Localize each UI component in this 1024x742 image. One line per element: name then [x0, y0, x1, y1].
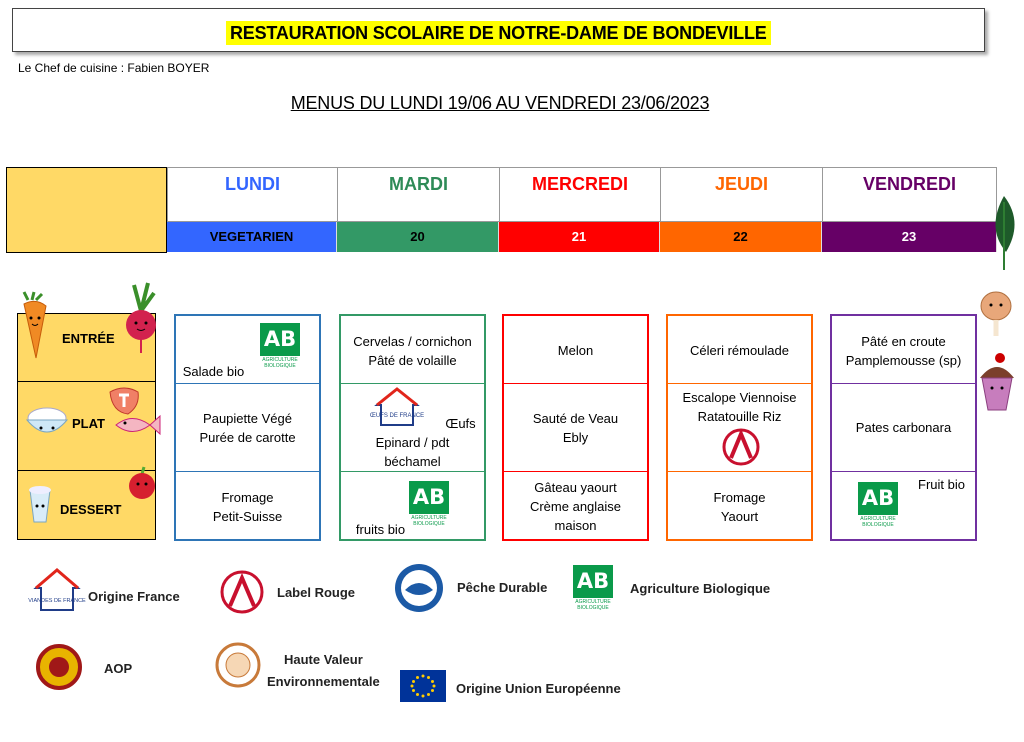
- yogurt-icon: [26, 482, 54, 524]
- ab-logo-letters: AB: [409, 481, 449, 514]
- mardi-dessert-text: fruits bio: [355, 522, 406, 537]
- jeudi-dessert-line2: Yaourt: [720, 509, 759, 524]
- legend-hve-line2: Environnementale: [267, 674, 380, 689]
- day-column-jeudi: [666, 314, 813, 541]
- chef-name: Le Chef de cuisine : Fabien BOYER: [18, 61, 210, 75]
- hve-icon: [215, 642, 261, 688]
- vendredi-plat-cell: [832, 384, 975, 472]
- day-column-lundi: [174, 314, 321, 541]
- day-number-mercredi: 21: [499, 222, 660, 252]
- jeudi-plat-cell: [668, 384, 811, 472]
- vendredi-entree-line1: Pâté en croute: [861, 334, 946, 349]
- vendredi-entree-cell: [832, 316, 975, 384]
- mercredi-dessert-cell: [504, 472, 647, 539]
- chicken-leg-icon: [978, 290, 1018, 340]
- ab-logo-icon: [260, 323, 300, 370]
- ab-legend-icon: [573, 565, 613, 612]
- legend-agriculture-biologique: Agriculture Biologique: [630, 581, 771, 596]
- ab-logo-caption: AGRICULTURE BIOLOGIQUE: [262, 357, 298, 369]
- menu-period-title: MENUS DU LUNDI 19/06 AU VENDREDI 23/06/2023: [290, 93, 710, 113]
- lundi-dessert-cell: [176, 472, 319, 539]
- viandes-de-france-icon: [28, 568, 86, 612]
- ab-logo-letters: AB: [260, 323, 300, 356]
- mercredi-plat-cell: [504, 384, 647, 472]
- header-corner-cell: [6, 167, 167, 253]
- mercredi-entree-cell: [504, 316, 647, 384]
- jeudi-entree-text: Céleri rémoulade: [690, 343, 789, 358]
- mercredi-plat-line2: Ebly: [562, 430, 589, 445]
- day-column-mercredi: [502, 314, 649, 541]
- mercredi-dessert-line1: Gâteau yaourt: [534, 480, 617, 495]
- jeudi-dessert-line1: Fromage: [713, 490, 766, 505]
- dessert-label: DESSERT: [60, 502, 122, 517]
- day-column-vendredi: [830, 314, 977, 541]
- mercredi-entree-text: Melon: [557, 343, 594, 358]
- vendredi-entree-line2: Pamplemousse (sp): [845, 353, 962, 368]
- title-box: [12, 8, 985, 52]
- jeudi-plat-line2: Ratatouille Riz: [697, 409, 782, 424]
- mardi-entree-line2: Pâté de volaille: [368, 353, 457, 368]
- lundi-plat-line1: Paupiette Végé: [203, 411, 292, 426]
- day-header-lundi: LUNDI: [167, 167, 337, 222]
- day-header-mardi: MARDI: [337, 167, 499, 222]
- peche-durable-icon: [391, 562, 447, 614]
- legend-origine-ue: Origine Union Européenne: [456, 681, 621, 696]
- day-number-vendredi: 23: [822, 222, 997, 252]
- legend-origine-france: Origine France: [88, 589, 180, 604]
- day-header-vendredi: VENDREDI: [822, 167, 997, 222]
- vendredi-dessert-cell: [832, 472, 975, 539]
- mercredi-plat-line1: Sauté de Veau: [532, 411, 619, 426]
- aop-icon: [36, 644, 82, 690]
- spinach-icon: [984, 192, 1022, 272]
- mardi-plat-cell: [341, 384, 484, 472]
- day-number-mardi: 20: [337, 222, 499, 252]
- jeudi-plat-line1: Escalope Viennoise: [682, 390, 797, 405]
- label-rouge-legend-icon: [218, 570, 266, 614]
- plat-label: PLAT: [72, 416, 105, 431]
- lundi-entree-text: Salade bio: [182, 364, 245, 379]
- mardi-plat-line1: Œufs: [445, 416, 476, 431]
- day-number-jeudi: 22: [660, 222, 822, 252]
- mardi-plat-line2: Epinard / pdt: [375, 435, 450, 450]
- legend-label-rouge: Label Rouge: [277, 585, 356, 600]
- mercredi-dessert-line3: maison: [554, 518, 597, 533]
- ab-logo-caption: AGRICULTURE BIOLOGIQUE: [860, 516, 896, 528]
- mardi-entree-line1: Cervelas / cornichon: [353, 334, 472, 349]
- carrot-icon: [20, 292, 52, 360]
- ab-logo-icon: [858, 482, 898, 529]
- lundi-dessert-line2: Petit-Suisse: [212, 509, 283, 524]
- label-rouge-icon: [722, 428, 760, 466]
- ab-logo-caption: AGRICULTURE BIOLOGIQUE: [575, 599, 611, 611]
- ab-logo-icon: [409, 481, 449, 528]
- page-title: RESTAURATION SCOLAIRE DE NOTRE-DAME DE BONDEVILLE: [226, 21, 771, 45]
- mardi-plat-line3: béchamel: [384, 454, 441, 469]
- ab-logo-letters: AB: [573, 565, 613, 598]
- oeufs-logo-text: ŒUFS DE FRANCE: [369, 413, 425, 419]
- vendredi-dessert-text: Fruit bio: [918, 477, 965, 492]
- viandes-logo-text: VIANDES DE FRANCE: [28, 598, 86, 604]
- day-number-lundi: VEGETARIEN: [167, 222, 337, 252]
- lundi-plat-cell: [176, 384, 319, 472]
- entree-label: ENTRÉE: [62, 331, 115, 346]
- day-column-mardi: [339, 314, 486, 541]
- ab-logo-caption: AGRICULTURE BIOLOGIQUE: [411, 515, 447, 527]
- eu-flag-icon: [400, 670, 446, 702]
- day-header-jeudi: JEUDI: [660, 167, 822, 222]
- fish-icon: [112, 412, 162, 438]
- apple-icon: [126, 466, 158, 500]
- lundi-plat-line2: Purée de carotte: [199, 430, 296, 445]
- radish-icon: [124, 283, 158, 355]
- mardi-entree-cell: [341, 316, 484, 384]
- legend-hve-line1: Haute Valeur: [284, 652, 363, 667]
- day-header-mercredi: MERCREDI: [499, 167, 660, 222]
- mardi-dessert-cell: [341, 472, 484, 539]
- cupcake-icon: [976, 352, 1018, 414]
- jeudi-dessert-cell: [668, 472, 811, 539]
- mercredi-dessert-line2: Crème anglaise: [529, 499, 622, 514]
- vendredi-plat-text: Pates carbonara: [855, 420, 952, 435]
- lundi-entree-cell: [176, 316, 319, 384]
- lundi-dessert-line1: Fromage: [221, 490, 274, 505]
- legend-aop: AOP: [104, 661, 133, 676]
- jeudi-entree-cell: [668, 316, 811, 384]
- legend-peche-durable: Pêche Durable: [457, 580, 548, 595]
- rice-bowl-icon: [24, 404, 70, 440]
- ab-logo-letters: AB: [858, 482, 898, 515]
